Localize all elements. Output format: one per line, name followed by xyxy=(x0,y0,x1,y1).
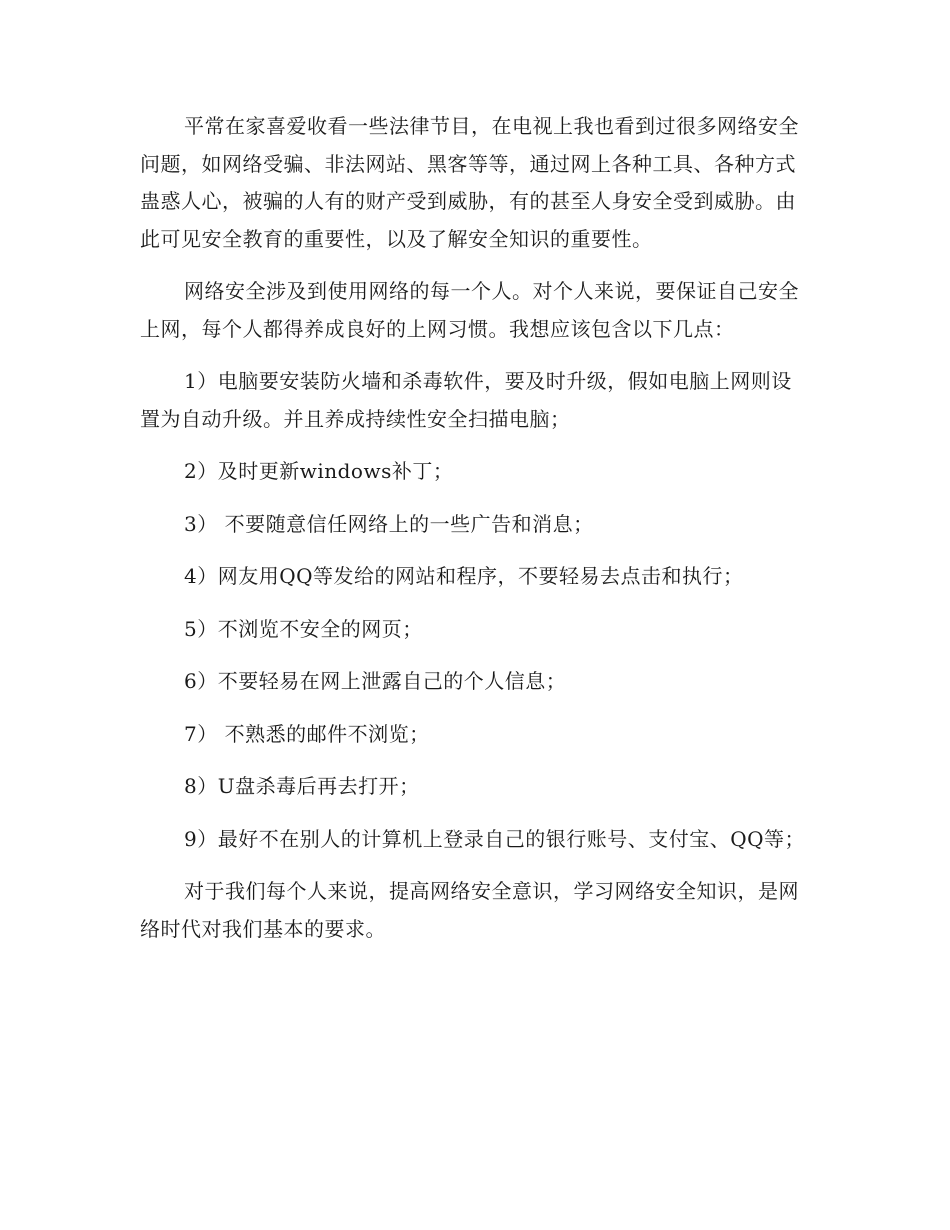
list-item-9: 9）最好不在别人的计算机上登录自己的银行账号、支付宝、QQ等； xyxy=(184,826,806,851)
list-item-2: 2）及时更新windows补丁； xyxy=(184,459,454,483)
list-item-6: 6）不要轻易在网上泄露自己的个人信息； xyxy=(184,669,567,693)
list-item-4: 4）网友用QQ等发给的网站和程序，不要轻易去点击和执行； xyxy=(184,564,744,588)
list-item-7: 7） 不熟悉的邮件不浏览； xyxy=(184,721,430,746)
list-item-3: 3） 不要随意信任网络上的一些广告和消息； xyxy=(184,511,594,536)
list-item-5: 5）不浏览不安全的网页； xyxy=(184,616,423,641)
paragraph-intro: 平常在家喜爱收看一些法律节目，在电视上我也看到过很多网络安全问题，如网络受骗、非法网站、黑客等等，通过网上各种工具、各种方式蛊惑人心，被骗的人有的财产受到威胁，有的甚至人身安全受到威胁。由此可见安全教育的重要性，以及了解安全知识的重要性。 xyxy=(140,114,799,251)
document-body xyxy=(140,108,810,963)
list-item-8: 8）U盘杀毒后再去打开； xyxy=(184,774,420,798)
paragraph-conclusion: 对于我们每个人来说，提高网络安全意识，学习网络安全知识，是网络时代对我们基本的要求。 xyxy=(140,879,799,941)
list-item-1: 1）电脑要安装防火墙和杀毒软件，要及时升级，假如电脑上网则设置为自动升级。并且养成持续性安全扫描电脑； xyxy=(140,369,792,431)
paragraph-overview: 网络安全涉及到使用网络的每一个人。对个人来说，要保证自己安全上网，每个人都得养成良好的上网习惯。我想应该包含以下几点： xyxy=(140,279,799,341)
